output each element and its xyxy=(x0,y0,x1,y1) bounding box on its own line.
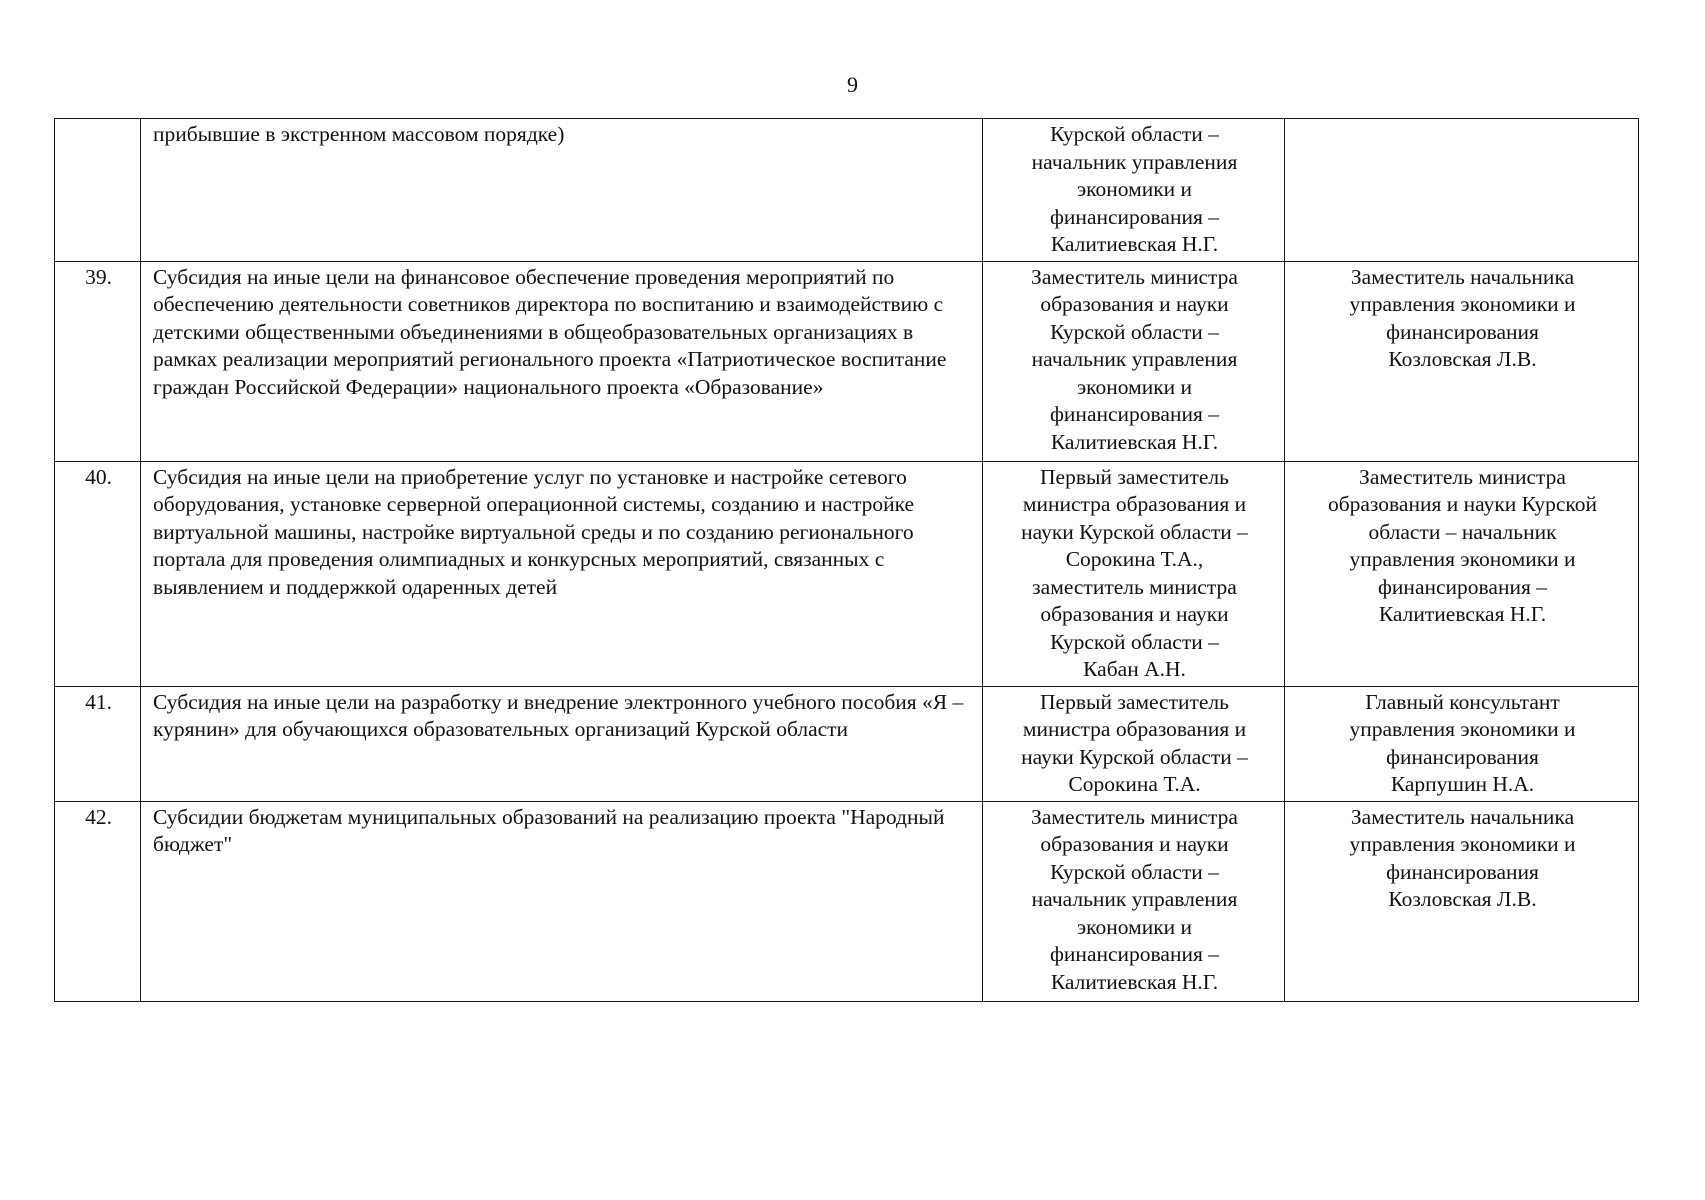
row-number xyxy=(55,119,141,262)
row-executor: Заместитель начальника управления экономики и финансирования Козловская Л.В. xyxy=(1285,261,1639,461)
row-executor: Заместитель начальника управления экономики и финансирования Козловская Л.В. xyxy=(1285,801,1639,1001)
row-description: Субсидии бюджетам муниципальных образований на реализацию проекта "Народный бюджет" xyxy=(141,801,983,1001)
table-row xyxy=(55,686,1639,801)
row-responsible: Заместитель министра образования и науки Курской области – начальник управления экономики и финансирования – Калитиевская Н.Г. xyxy=(983,261,1285,461)
row-number: 40. xyxy=(55,461,141,686)
row-description: Субсидия на иные цели на приобретение услуг по установке и настройке сетевого оборудования, установке серверной операционной системы, созданию и настройке виртуальной машины, настройке виртуальной среды и по созданию регионального портала для проведения олимпиадных и конкурсных мероприятий, связанных с выявлением и поддержкой одаренных детей xyxy=(141,461,983,686)
row-description: Субсидия на иные цели на разработку и внедрение электронного учебного пособия «Я – курянин» для обучающихся образовательных организаций Курской области xyxy=(141,686,983,801)
row-responsible: Первый заместитель министра образования и науки Курской области – Сорокина Т.А., заместитель министра образования и науки Курской области – Кабан А.Н. xyxy=(983,461,1285,686)
row-number: 39. xyxy=(55,261,141,461)
table-row xyxy=(55,261,1639,461)
table-row xyxy=(55,119,1639,262)
row-executor: Заместитель министра образования и науки Курской области – начальник управления экономики и финансирования – Калитиевская Н.Г. xyxy=(1285,461,1639,686)
table-row xyxy=(55,801,1639,1001)
row-number: 42. xyxy=(55,801,141,1001)
row-responsible: Первый заместитель министра образования и науки Курской области – Сорокина Т.А. xyxy=(983,686,1285,801)
row-executor: Главный консультант управления экономики и финансирования Карпушин Н.А. xyxy=(1285,686,1639,801)
row-responsible: Заместитель министра образования и науки Курской области – начальник управления экономики и финансирования – Калитиевская Н.Г. xyxy=(983,801,1285,1001)
page-number: 9 xyxy=(847,72,858,97)
row-description: Субсидия на иные цели на финансовое обеспечение проведения мероприятий по обеспечению деятельности советников директора по воспитанию и взаимодействию с детскими общественными объединениями в общеобразовательных организациях в рамках реализации мероприятий регионального проекта «Патриотическое воспитание граждан Российской Федерации» национального проекта «Образование» xyxy=(141,261,983,461)
responsibility-table xyxy=(54,118,1639,1002)
row-description: прибывшие в экстренном массовом порядке) xyxy=(141,119,983,262)
row-number: 41. xyxy=(55,686,141,801)
row-executor xyxy=(1285,119,1639,262)
table-row xyxy=(55,461,1639,686)
row-responsible: Курской области – начальник управления экономики и финансирования – Калитиевская Н.Г. xyxy=(983,119,1285,262)
